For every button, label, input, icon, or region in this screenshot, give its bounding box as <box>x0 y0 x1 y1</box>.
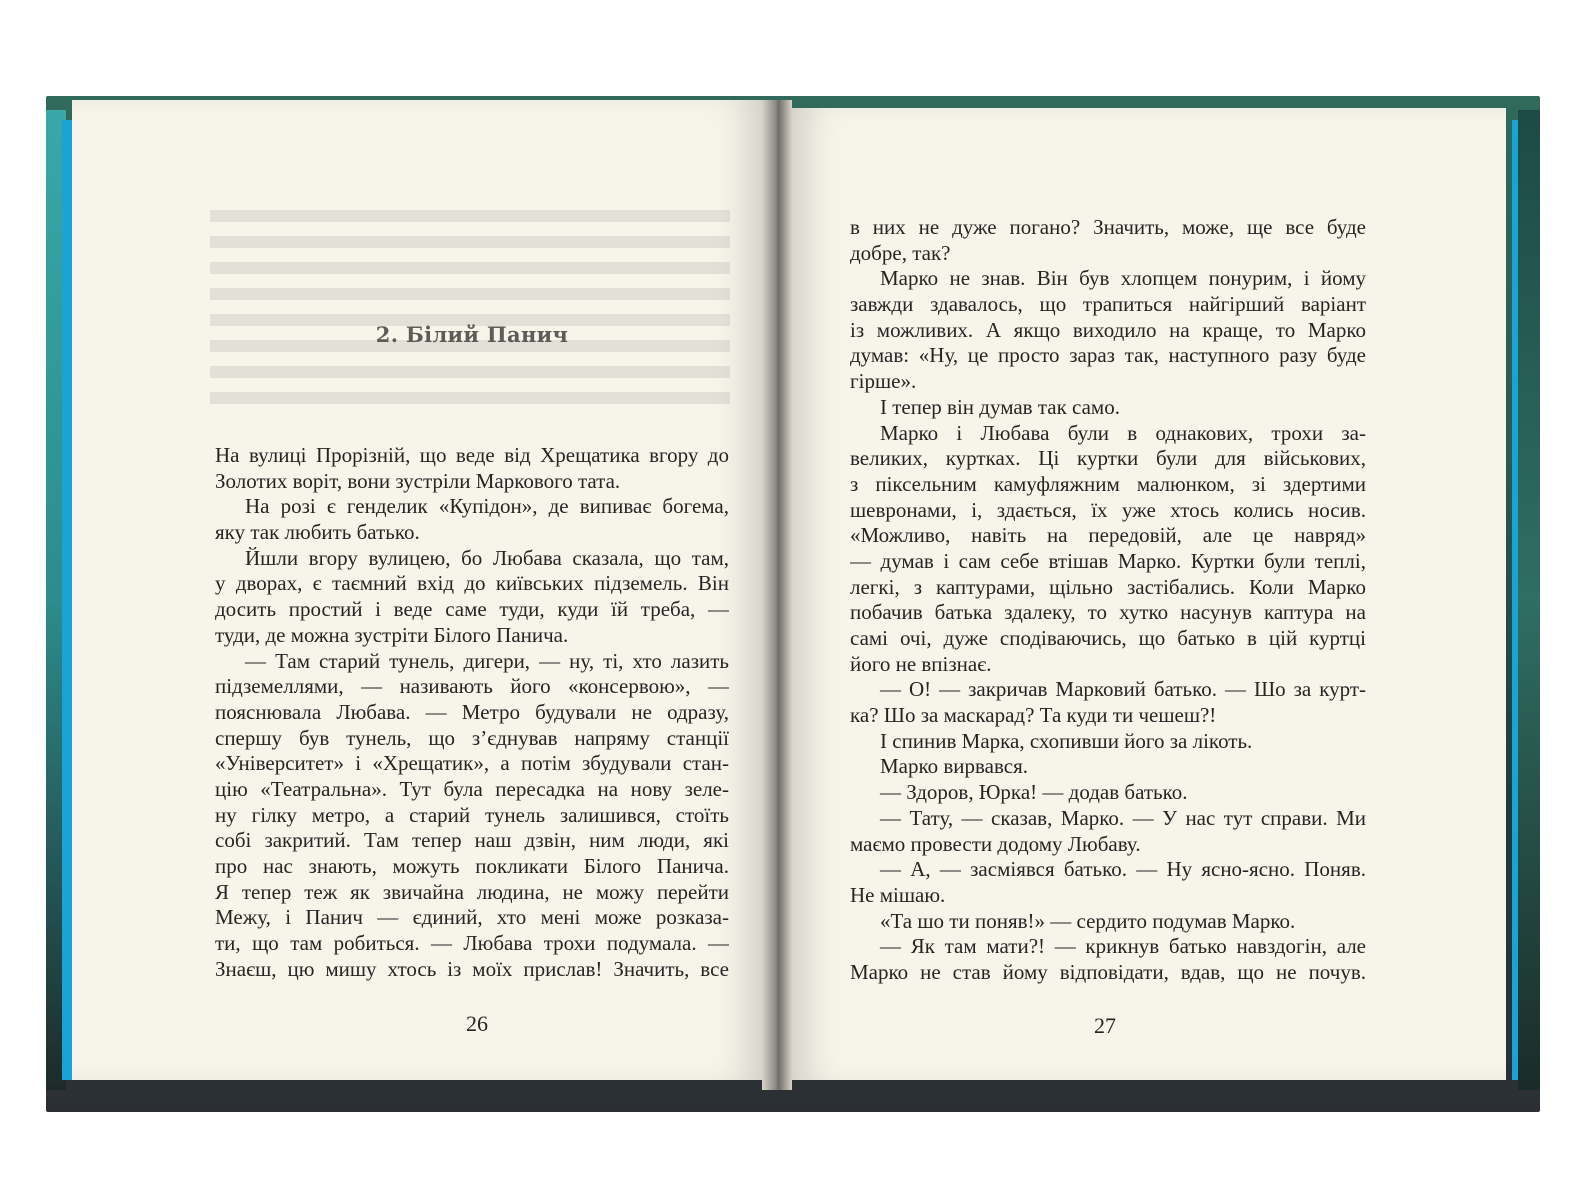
text-line: підземеллями, — називають його «консервою», — <box>215 674 729 699</box>
text-line: Межу, і Панич — єдиний, хто мені може розказа- <box>215 905 729 930</box>
text-line: Марко і Любава були в однакових, трохи за- <box>880 420 1366 445</box>
text-line: яку так любить батько. <box>215 520 420 545</box>
text-line: у дворах, є таємний вхід до київських підземель. Він <box>215 571 729 596</box>
page-number-right: 27 <box>1094 1013 1116 1038</box>
text-line: Марко вирвався. <box>880 754 1029 779</box>
left-page-text <box>215 443 729 982</box>
text-line: маємо провести додому Любаву. <box>850 831 1141 856</box>
text-line: його не впізнає. <box>850 651 992 676</box>
text-line: «Та шо ти поняв!» — сердито подумав Марко. <box>880 908 1296 933</box>
text-line: — Там старий тунель, дигери, — ну, ті, хто лазить <box>245 648 729 673</box>
text-line: ти, що там робиться. — Любава трохи подумала. — <box>215 931 729 956</box>
text-line: побачив батька здалеку, то хутко насунув каптура на <box>850 600 1366 625</box>
book-gutter <box>762 100 792 1090</box>
text-line: добре, так? <box>850 240 951 265</box>
text-line: легкі, з каптурами, щільно застібались. Коли Марко <box>850 574 1366 599</box>
text-line: — Тату, — сказав, Марко. — У нас тут справи. Ми <box>880 805 1366 830</box>
chapter-title: 2. Білий Панич <box>375 322 569 347</box>
page-number-left: 26 <box>466 1011 488 1036</box>
text-line: туди, де можна зустріти Білого Панича. <box>215 622 569 647</box>
text-line: ка? Шо за маскарад? Та куди ти чешеш?! <box>850 703 1217 728</box>
text-line: досить простий і веде саме туди, куди їй треба, — <box>215 597 729 622</box>
text-line: пояснювала Любава. — Метро будували не одразу, <box>215 699 729 724</box>
text-line: Йшли вгору вулицею, бо Любава сказала, що там, <box>245 545 729 570</box>
text-line: в них не дуже погано? Значить, може, ще все буде <box>850 215 1366 239</box>
text-line: На вулиці Прорізній, що веде від Хрещатика вгору до <box>215 443 729 467</box>
text-line: думав: «Ну, це просто зараз так, наступного разу буде <box>850 343 1366 368</box>
text-line: — Як там мати?! — крикнув батько навздогін, але <box>880 934 1366 959</box>
text-line: Марко не став йому відповідати, вдав, що не почув. <box>850 959 1366 984</box>
text-line: Я тепер теж як звичайна людина, не можу перейти <box>215 879 729 904</box>
text-line: про нас знають, можуть покликати Білого Панича. <box>215 854 729 878</box>
text-line: із можливих. А якщо виходило на краще, то Марко <box>850 317 1366 342</box>
text-line: Знаєш, цю мишу хтось із моїх прислав! Значить, все <box>215 956 729 981</box>
text-line: ну гілку метро, а старий тунель залишився, стоїть <box>215 802 729 827</box>
text-line: — О! — закричав Марковий батько. — Шо за курт- <box>880 677 1366 702</box>
text-line: І тепер він думав так само. <box>880 394 1120 419</box>
text-line: — Здоров, Юрка! — додав батько. <box>880 780 1188 805</box>
text-line: цію «Театральна». Тут була пересадка на нову зеле- <box>215 776 729 801</box>
page-edge-left <box>62 120 72 1080</box>
text-line: «Можливо, навіть на передовій, але це навряд» <box>850 523 1366 548</box>
text-line: Золотих воріт, вони зустріли Маркового тата. <box>215 468 621 493</box>
text-line: з піксельним камуфляжним малюнком, зі здертими <box>850 471 1366 496</box>
text-line: Марко не знав. Він був хлопцем понурим, і йому <box>880 266 1366 291</box>
text-line: завжди здавалось, що трапиться найгірший варіант <box>850 292 1366 317</box>
text-line: — А, — засміявся батько. — Ну ясно-ясно. Поняв. <box>880 857 1366 882</box>
text-line: Не мішаю. <box>850 882 946 907</box>
text-line: «Університет» і «Хрещатик», а потім збудували стан- <box>215 751 729 776</box>
text-line: На розі є генделик «Купідон», де випиває богема, <box>245 494 729 519</box>
text-line: великих, куртках. Ці куртки були для військових, <box>850 446 1366 471</box>
text-line: собі закритий. Там тепер наш дзвін, ним люди, які <box>215 828 729 853</box>
text-line: самі очі, дуже сподіваючись, що батько в цій куртці <box>850 626 1366 650</box>
text-line: спершу був тунель, що з’єднував напряму станції <box>215 725 729 750</box>
text-line: — думав і сам себе втішав Марко. Куртки були теплі, <box>850 548 1366 573</box>
text-line: шевронами, і, здається, їх уже хтось колись носив. <box>850 497 1366 522</box>
text-line: гірше». <box>850 369 917 394</box>
show-through-text <box>210 210 730 410</box>
right-page-text <box>850 215 1366 986</box>
text-line: І спинив Марка, схопивши його за лікоть. <box>880 728 1253 753</box>
page-edge-right <box>1512 120 1518 1080</box>
cover-edge-right <box>1518 110 1540 1090</box>
